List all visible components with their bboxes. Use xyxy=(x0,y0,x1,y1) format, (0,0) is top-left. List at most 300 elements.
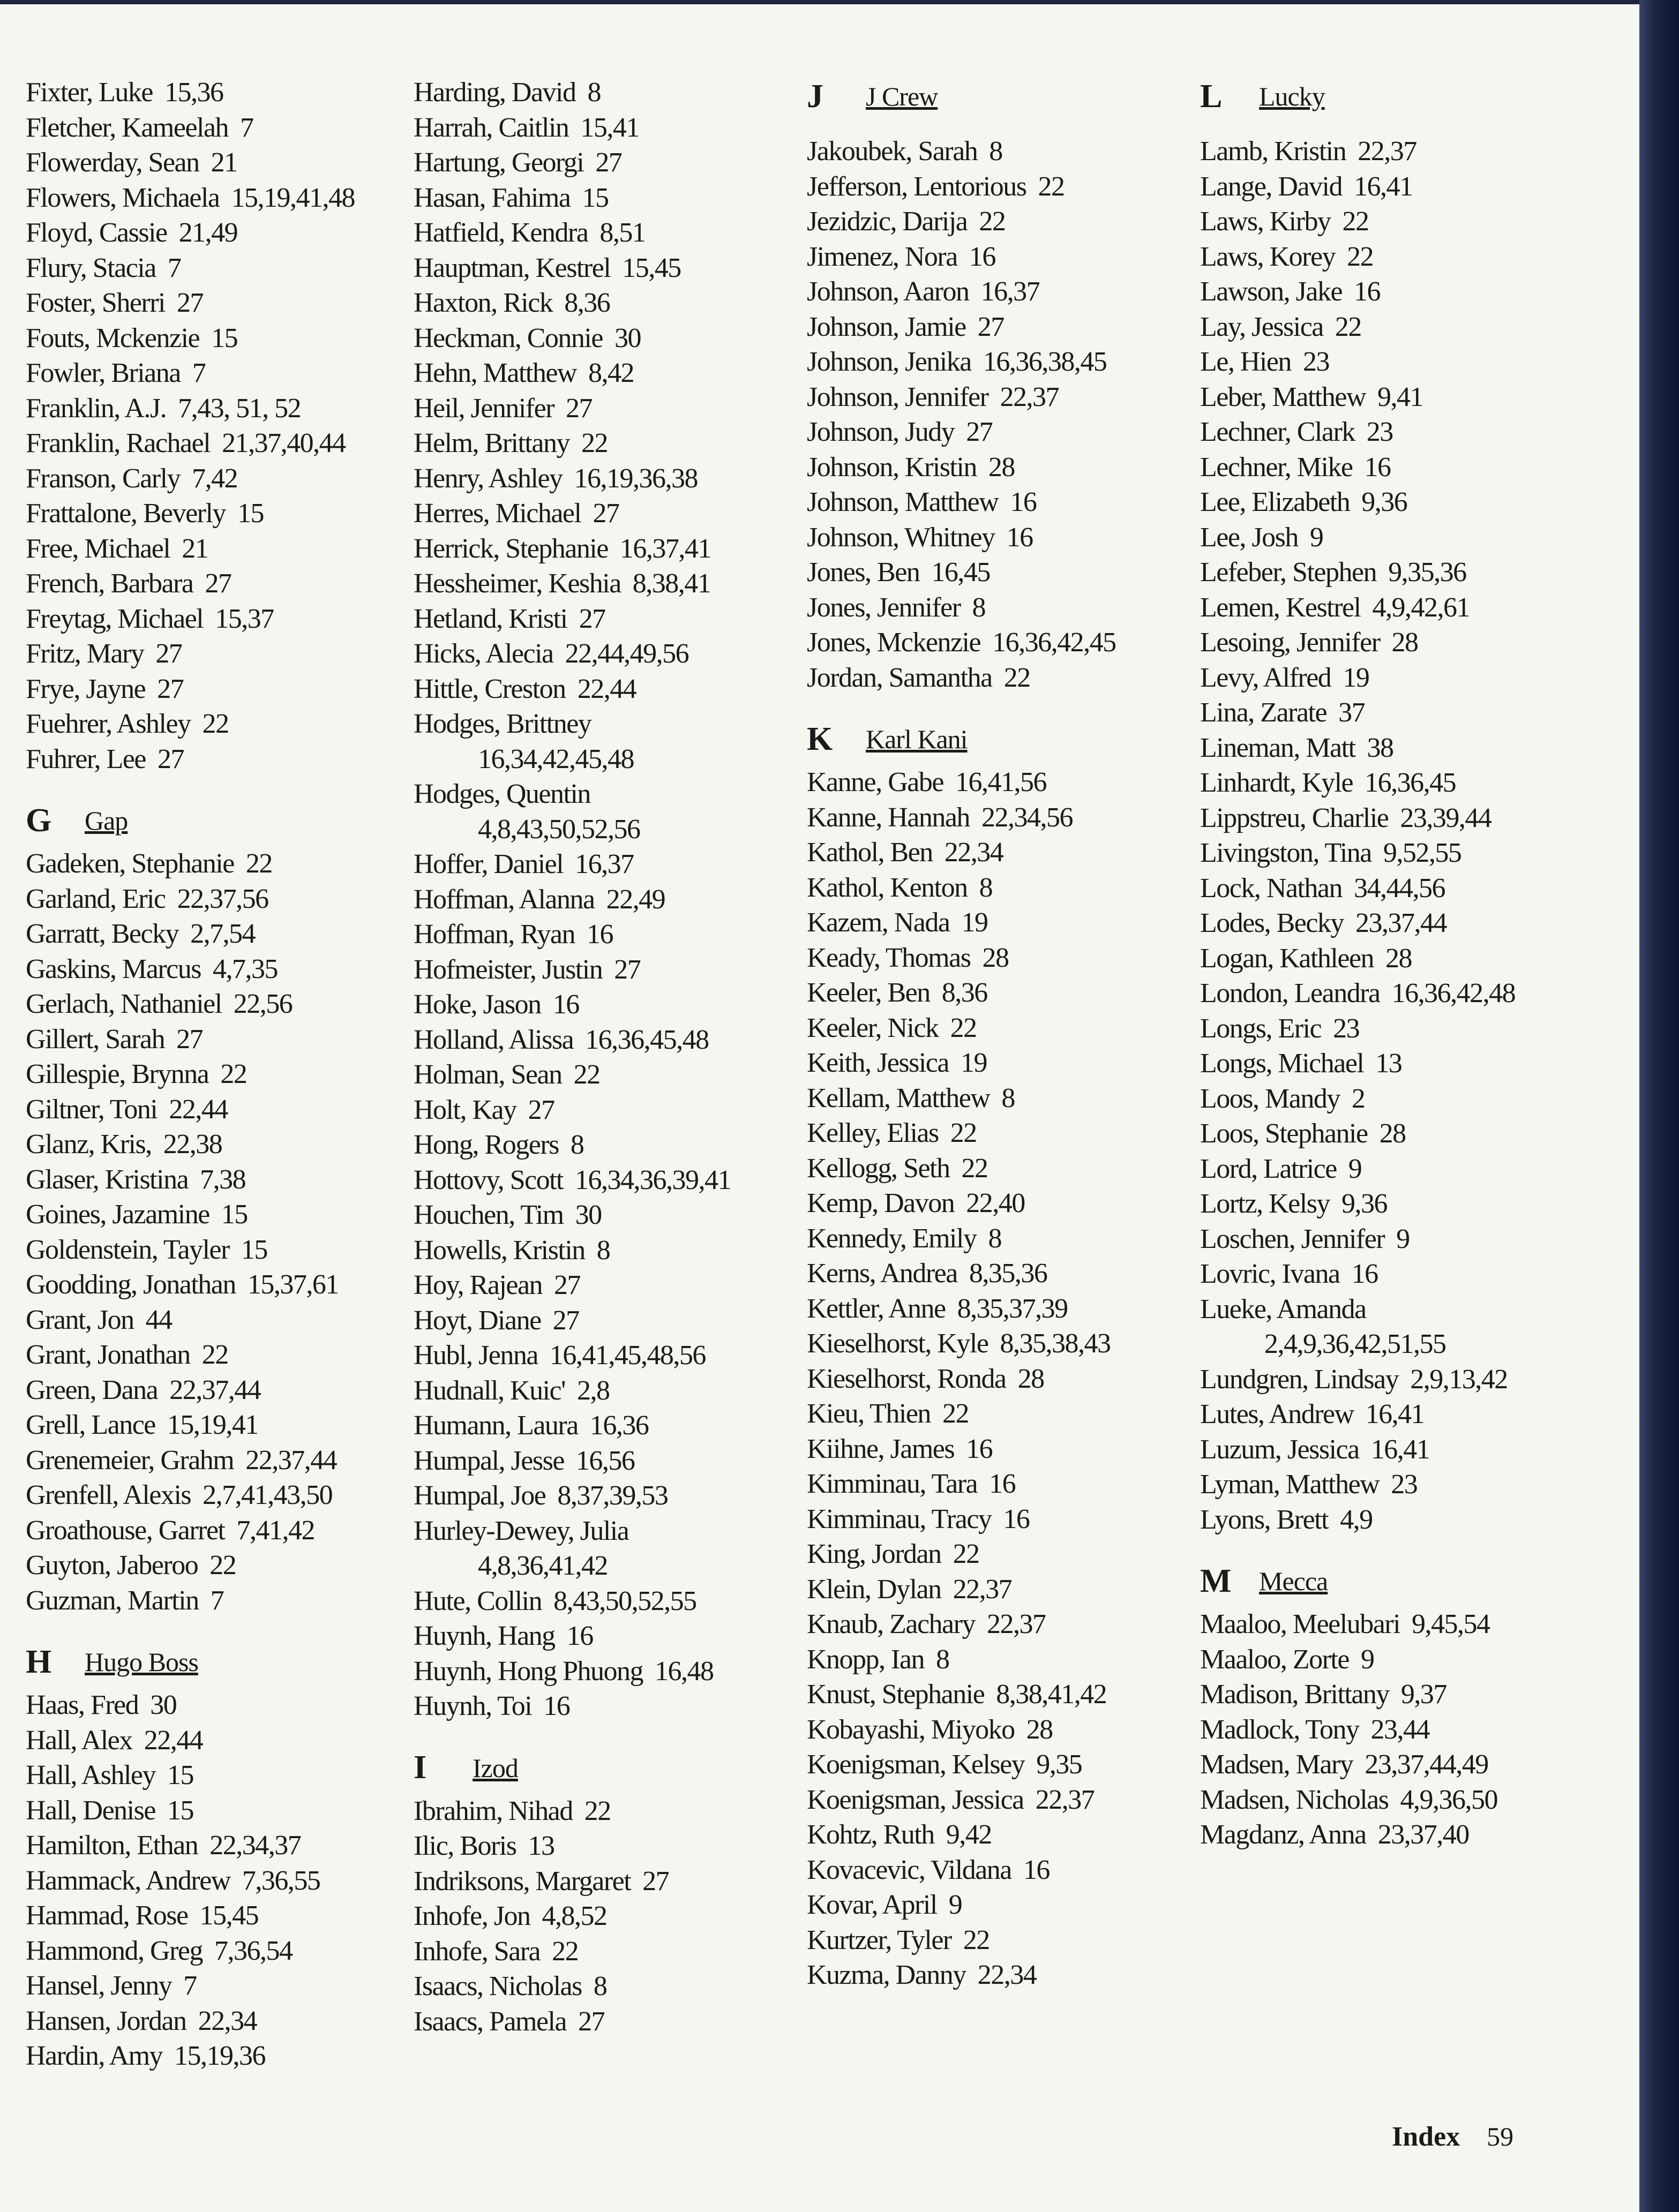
entry-name: Kellogg, Seth xyxy=(807,1153,950,1184)
entry-pages: 27 xyxy=(579,603,605,634)
entry-name: Knust, Stephanie xyxy=(807,1679,985,1710)
entry-pages: 23 xyxy=(1302,347,1329,377)
entry-name: Lovric, Ivana xyxy=(1200,1259,1340,1289)
entry-name: Loschen, Jennifer xyxy=(1200,1223,1385,1254)
entry-name: Humpal, Jesse xyxy=(414,1445,564,1476)
index-entry xyxy=(26,1828,401,1863)
entry-pages: 7 xyxy=(210,1585,224,1616)
index-entry xyxy=(26,952,401,987)
entry-name: Kellam, Matthew xyxy=(807,1082,990,1113)
index-entry xyxy=(1200,1607,1607,1642)
index-entry xyxy=(26,742,401,777)
entry-pages: 7 xyxy=(167,252,181,283)
entry-name: Foster, Sherri xyxy=(26,288,165,318)
entry-name: Franklin, A.J. xyxy=(26,393,167,424)
index-entry xyxy=(26,391,401,426)
entry-name: Lee, Josh xyxy=(1200,522,1298,553)
index-entry xyxy=(414,1022,789,1058)
index-entry xyxy=(807,1045,1182,1081)
entry-pages: 16,48 xyxy=(655,1656,714,1687)
entry-pages: 16,45 xyxy=(931,557,990,588)
entry-pages: 22 xyxy=(963,1924,990,1955)
entry-pages: 22,37,56 xyxy=(177,883,268,914)
entry-pages: 22 xyxy=(1342,206,1369,237)
entry-name: Hall, Denise xyxy=(26,1795,155,1826)
entry-pages: 16,36,38,45 xyxy=(983,347,1107,377)
section-brand: Karl Kani xyxy=(866,724,968,754)
entry-pages: 9,45,54 xyxy=(1412,1609,1490,1639)
entry-name: Hamilton, Ethan xyxy=(26,1830,198,1861)
entry-name: Flowers, Michaela xyxy=(26,182,220,213)
entry-pages: 19 xyxy=(961,907,988,938)
index-entry xyxy=(414,1514,789,1549)
entry-name: Heil, Jennifer xyxy=(414,393,554,424)
entry-pages: 27 xyxy=(566,393,593,424)
entry-name: Humpal, Joe xyxy=(414,1480,546,1511)
entry-name: Inhofe, Sara xyxy=(414,1936,541,1967)
entry-name: Holt, Kay xyxy=(414,1094,516,1125)
index-entry xyxy=(414,215,789,251)
entry-name: Isaacs, Pamela xyxy=(414,2006,567,2037)
entry-name: Lange, David xyxy=(1200,171,1343,202)
index-entry xyxy=(26,251,401,286)
entry-pages: 30 xyxy=(614,322,641,353)
entry-pages: 30 xyxy=(150,1690,177,1720)
entry-pages: 7,41,42 xyxy=(236,1515,315,1546)
entry-name: Hessheimer, Keshia xyxy=(414,568,621,599)
entry-name: Hurley-Dewey, Julia xyxy=(414,1515,629,1546)
entry-pages: 16 xyxy=(543,1691,570,1721)
index-entry xyxy=(807,975,1182,1011)
entry-name: Harding, David xyxy=(414,77,576,108)
index-entry xyxy=(1200,1362,1607,1397)
entry-pages: 22,37,44 xyxy=(245,1444,337,1476)
entry-pages: 16 xyxy=(1003,1503,1030,1534)
index-entry xyxy=(1200,1677,1607,1712)
entry-name: Johnson, Matthew xyxy=(807,487,999,517)
section-heading xyxy=(1200,75,1607,118)
index-entry xyxy=(807,415,1182,450)
entry-pages: 27 xyxy=(595,147,622,178)
entry-name: Jakoubek, Sarah xyxy=(807,136,978,167)
index-entry xyxy=(414,1163,789,1198)
entry-name: Lesoing, Jennifer xyxy=(1200,627,1380,658)
index-entry xyxy=(807,1677,1182,1712)
entry-pages: 22 xyxy=(245,848,272,879)
index-entry xyxy=(1200,1817,1607,1853)
entry-name: Keeler, Nick xyxy=(807,1012,939,1043)
entry-name: Lodes, Becky xyxy=(1200,908,1344,938)
index-entry xyxy=(1200,1152,1607,1187)
index-entry xyxy=(807,905,1182,941)
entry-name: Kazem, Nada xyxy=(807,907,950,938)
entry-pages: 7 xyxy=(240,112,253,143)
entry-name: Le, Hien xyxy=(1200,347,1291,377)
entry-pages: 15 xyxy=(221,1199,248,1230)
entry-name: Henry, Ashley xyxy=(414,463,563,494)
entry-pages: 44 xyxy=(145,1304,172,1335)
index-entry xyxy=(26,1688,401,1723)
index-entry xyxy=(414,1057,789,1093)
entry-pages: 8 xyxy=(935,1644,949,1675)
index-entry xyxy=(807,1326,1182,1361)
entry-name: Kurtzer, Tyler xyxy=(807,1924,951,1955)
entry-name: Grell, Lance xyxy=(26,1410,155,1440)
index-entry xyxy=(1200,731,1607,766)
entry-name: Keady, Thomas xyxy=(807,942,971,973)
index-entry xyxy=(414,1373,789,1409)
entry-pages: 28 xyxy=(982,942,1009,973)
index-entry xyxy=(1200,1081,1607,1117)
entry-name: Levy, Alfred xyxy=(1200,662,1331,693)
entry-pages: 22,37,44 xyxy=(169,1374,261,1405)
entry-pages: 22 xyxy=(950,1118,977,1148)
entry-name: Freytag, Michael xyxy=(26,603,204,634)
section-letter: J xyxy=(807,78,823,115)
entry-name: Madison, Brittany xyxy=(1200,1679,1389,1710)
entry-pages: 8,35,36 xyxy=(969,1258,1047,1289)
entry-pages: 22,56 xyxy=(233,989,293,1019)
entry-pages: 16 xyxy=(1364,452,1391,483)
entry-pages: 15,19,36 xyxy=(174,2041,266,2071)
entry-pages: 8 xyxy=(570,1130,584,1160)
index-entry xyxy=(807,134,1182,169)
index-entry xyxy=(26,566,401,601)
entry-pages-continued: 2,4,9,36,42,51,55 xyxy=(1264,1329,1446,1359)
entry-name: Lock, Nathan xyxy=(1200,872,1343,904)
entry-name: Hoffman, Ryan xyxy=(414,919,575,950)
entry-name: Kanne, Gabe xyxy=(807,767,943,797)
entry-name: Hottovy, Scott xyxy=(414,1164,563,1195)
entry-name: Hoffman, Alanna xyxy=(414,884,595,915)
index-entry xyxy=(26,2038,401,2074)
index-entry xyxy=(26,321,401,356)
entry-name: Lippstreu, Charlie xyxy=(1200,802,1389,833)
index-entry xyxy=(1200,1747,1607,1782)
entry-pages: 16 xyxy=(1354,276,1381,307)
entry-pages: 27 xyxy=(528,1094,554,1125)
entry-name: Lortz, Kelsy xyxy=(1200,1188,1330,1219)
section-brand: Hugo Boss xyxy=(85,1647,198,1677)
entry-pages: 22 xyxy=(581,428,608,458)
index-entry xyxy=(26,987,401,1022)
index-entry xyxy=(26,1057,401,1092)
index-entry xyxy=(26,672,401,707)
entry-pages: 27 xyxy=(977,311,1004,342)
index-entry xyxy=(26,1758,401,1793)
entry-pages: 4,8,52 xyxy=(542,1901,607,1931)
index-entry xyxy=(807,1712,1182,1748)
entry-name: Huynh, Hong Phuong xyxy=(414,1656,643,1687)
entry-pages: 9,37 xyxy=(1400,1679,1446,1710)
entry-name: Hall, Alex xyxy=(26,1725,132,1756)
entry-name: Howells, Kristin xyxy=(414,1235,585,1266)
entry-pages: 22 xyxy=(220,1059,247,1089)
entry-pages: 27 xyxy=(157,743,184,774)
entry-name: Flowerday, Sean xyxy=(26,147,199,178)
index-entry xyxy=(26,1968,401,2004)
entry-pages-continued: 4,8,43,50,52,56 xyxy=(478,814,640,845)
entry-pages: 16,36,45 xyxy=(1365,768,1456,798)
section-letter: M xyxy=(1200,1562,1232,1599)
entry-name: Johnson, Aaron xyxy=(807,276,969,307)
index-entry xyxy=(807,1151,1182,1186)
entry-name: Hofmeister, Justin xyxy=(414,954,603,985)
index-entry xyxy=(807,1782,1182,1818)
index-entry xyxy=(807,1186,1182,1221)
entry-name: Groathouse, Garret xyxy=(26,1515,225,1546)
entry-pages: 27 xyxy=(176,1024,203,1055)
index-entry xyxy=(807,625,1182,660)
entry-pages: 15,19,41 xyxy=(167,1410,258,1440)
entry-pages: 19 xyxy=(1343,662,1369,693)
entry-name: Fletcher, Kameelah xyxy=(26,112,229,143)
entry-name: Hittle, Creston xyxy=(414,673,566,704)
index-entry xyxy=(1200,625,1607,660)
index-entry xyxy=(807,239,1182,275)
entry-pages: 16,36 xyxy=(589,1410,649,1441)
entry-name: Grenemeier, Grahm xyxy=(26,1444,234,1476)
entry-name: Madsen, Nicholas xyxy=(1200,1784,1389,1815)
entry-name: Keith, Jessica xyxy=(807,1048,949,1078)
index-entry xyxy=(26,1127,401,1162)
index-entry xyxy=(1200,485,1607,520)
entry-name: Kieselhorst, Ronda xyxy=(807,1363,1006,1394)
entry-name: Fixter, Luke xyxy=(26,77,153,108)
entry-name: Lemen, Kestrel xyxy=(1200,592,1361,623)
entry-name: Humann, Laura xyxy=(414,1410,578,1441)
entry-pages: 8 xyxy=(587,77,601,108)
index-entry xyxy=(807,1466,1182,1502)
entry-name: Madsen, Mary xyxy=(1200,1749,1353,1780)
index-entry xyxy=(1200,1467,1607,1502)
entry-pages: 27 xyxy=(578,2006,605,2037)
index-entry xyxy=(414,917,789,952)
entry-pages: 22,37 xyxy=(1358,136,1416,167)
entry-pages: 9 xyxy=(1348,1153,1362,1184)
entry-pages: 8,38,41,42 xyxy=(996,1679,1107,1710)
index-entry xyxy=(807,1221,1182,1257)
entry-pages: 9,36 xyxy=(1361,487,1407,517)
entry-name: Inhofe, Jon xyxy=(414,1901,530,1931)
entry-name: Lechner, Mike xyxy=(1200,452,1353,483)
index-entry xyxy=(807,520,1182,555)
entry-name: Johnson, Whitney xyxy=(807,522,995,553)
entry-name: Guzman, Martin xyxy=(26,1585,199,1616)
index-entry xyxy=(807,1607,1182,1642)
entry-pages: 7,43, 51, 52 xyxy=(178,393,301,424)
entry-name: Longs, Michael xyxy=(1200,1048,1364,1079)
index-entry xyxy=(26,1408,401,1443)
index-entry xyxy=(26,1723,401,1758)
entry-pages: 22,34 xyxy=(198,2005,257,2036)
entry-name: Leber, Matthew xyxy=(1200,381,1366,412)
entry-name: Hansen, Jordan xyxy=(26,2005,186,2036)
index-entry xyxy=(807,344,1182,380)
index-entry xyxy=(26,1793,401,1829)
entry-pages: 22 xyxy=(1335,311,1361,342)
index-entry xyxy=(1200,836,1607,871)
entry-name: Lamb, Kristin xyxy=(1200,136,1346,167)
index-entry xyxy=(1200,239,1607,275)
entry-pages: 22,34 xyxy=(977,1960,1037,1990)
index-entry xyxy=(414,2004,789,2040)
index-entry xyxy=(414,952,789,988)
entry-name: Fuehrer, Ashley xyxy=(26,709,191,739)
index-entry xyxy=(414,75,789,110)
entry-pages: 22,34 xyxy=(944,837,1003,868)
index-entry xyxy=(26,1583,401,1619)
index-entry xyxy=(1200,555,1607,590)
index-entry xyxy=(807,1817,1182,1853)
entry-pages: 21 xyxy=(182,533,208,564)
entry-name: Koenigsman, Kelsey xyxy=(807,1749,1025,1780)
index-entry xyxy=(414,672,789,707)
index-entry xyxy=(414,145,789,180)
index-entry xyxy=(807,204,1182,239)
index-entry xyxy=(414,461,789,496)
section-brand: Izod xyxy=(473,1752,518,1783)
entry-name: Hehn, Matthew xyxy=(414,358,576,388)
entry-pages: 15,45 xyxy=(199,1900,259,1931)
footer-label: Index xyxy=(1392,2121,1460,2152)
entry-pages: 8 xyxy=(972,592,986,623)
entry-pages: 9,42 xyxy=(946,1819,992,1850)
entry-name: Frattalone, Beverly xyxy=(26,498,226,529)
entry-pages: 22,38 xyxy=(163,1129,222,1160)
entry-pages: 15 xyxy=(241,1234,267,1265)
entry-name: Johnson, Jennifer xyxy=(807,381,988,412)
entry-name: Knaub, Zachary xyxy=(807,1609,975,1639)
entry-name: Grant, Jonathan xyxy=(26,1340,190,1370)
entry-name: Longs, Eric xyxy=(1200,1013,1322,1044)
index-entry xyxy=(807,1396,1182,1432)
index-entry xyxy=(26,1337,401,1373)
index-entry xyxy=(414,1303,789,1338)
entry-pages: 7 xyxy=(183,1970,197,2001)
entry-name: Laws, Korey xyxy=(1200,241,1336,272)
index-entry xyxy=(414,1478,789,1514)
entry-name: Hauptman, Kestrel xyxy=(414,252,611,283)
entry-pages: 22,44 xyxy=(144,1725,203,1756)
entry-name: Hudnall, Kuic' xyxy=(414,1375,565,1406)
index-entry xyxy=(1200,695,1607,731)
entry-pages: 30 xyxy=(575,1200,602,1230)
index-entry xyxy=(1200,274,1607,310)
entry-pages: 27 xyxy=(155,638,182,669)
entry-name: Jordan, Samantha xyxy=(807,662,992,693)
entry-pages: 16,36,42,45 xyxy=(992,627,1116,658)
entry-name: Hoyt, Diane xyxy=(414,1305,541,1336)
entry-name: Hartung, Georgi xyxy=(414,147,584,178)
index-entry xyxy=(1200,1292,1607,1327)
entry-pages: 16,37,41 xyxy=(619,533,711,564)
entry-pages: 9,52,55 xyxy=(1383,838,1461,868)
entry-name: Jimenez, Nora xyxy=(807,241,957,272)
entry-name: Lay, Jessica xyxy=(1200,311,1323,342)
entry-name: Fritz, Mary xyxy=(26,638,144,669)
entry-name: Johnson, Jamie xyxy=(807,311,966,342)
entry-name: Klein, Dylan xyxy=(807,1574,941,1605)
entry-pages: 16 xyxy=(566,1621,593,1651)
index-entry xyxy=(26,1933,401,1969)
section-heading xyxy=(26,1636,401,1688)
index-entry xyxy=(26,636,401,672)
entry-pages: 16 xyxy=(552,989,579,1020)
entry-pages: 27 xyxy=(966,417,993,447)
index-entry xyxy=(807,274,1182,310)
index-entry xyxy=(807,765,1182,800)
index-entry xyxy=(1200,801,1607,836)
entry-pages: 15 xyxy=(237,498,264,529)
index-entry xyxy=(807,1116,1182,1151)
entry-pages: 16 xyxy=(1023,1854,1050,1885)
entry-pages: 15,37,61 xyxy=(247,1269,339,1300)
entry-name: Hall, Ashley xyxy=(26,1760,155,1790)
entry-pages: 21 xyxy=(211,147,237,178)
entry-pages: 9,41 xyxy=(1377,381,1423,412)
entry-pages: 16 xyxy=(969,241,995,272)
entry-pages: 22 xyxy=(961,1153,988,1184)
index-entry xyxy=(26,531,401,567)
index-entry xyxy=(1200,415,1607,450)
entry-name: Lineman, Matt xyxy=(1200,732,1355,763)
index-entry xyxy=(1200,1186,1607,1222)
index-entry xyxy=(414,882,789,917)
entry-pages: 16 xyxy=(989,1469,1016,1499)
entry-pages: 16,41,45,48,56 xyxy=(549,1340,706,1371)
entry-name: Hetland, Kristi xyxy=(414,603,567,634)
entry-name: Goldenstein, Tayler xyxy=(26,1234,229,1265)
index-entry xyxy=(26,110,401,146)
book-binding xyxy=(1639,0,1679,2212)
index-entry xyxy=(1200,1502,1607,1538)
entry-name: Kobayashi, Miyoko xyxy=(807,1714,1015,1745)
entry-pages: 23,44 xyxy=(1370,1714,1430,1745)
entry-name: Fouts, Mckenzie xyxy=(26,322,200,353)
entry-pages: 28 xyxy=(988,452,1015,483)
index-entry xyxy=(26,426,401,461)
entry-pages: 23,37,44,49 xyxy=(1365,1749,1488,1780)
entry-pages: 16 xyxy=(1006,522,1033,553)
entry-pages: 9 xyxy=(1360,1644,1374,1675)
index-entry xyxy=(26,1863,401,1899)
page-footer xyxy=(1392,2121,1513,2153)
entry-pages: 22,34,37 xyxy=(209,1830,301,1861)
entry-name: Gadeken, Stephanie xyxy=(26,848,234,879)
entry-pages: 8 xyxy=(593,1971,607,2002)
index-entry xyxy=(807,1291,1182,1327)
index-entry xyxy=(1200,906,1607,941)
entry-pages: 28 xyxy=(1391,627,1418,658)
entry-pages: 8,35,37,39 xyxy=(957,1293,1068,1324)
index-entry xyxy=(26,1267,401,1303)
index-entry xyxy=(414,1899,789,1934)
entry-name: Free, Michael xyxy=(26,533,170,564)
entry-name: Maaloo, Zorte xyxy=(1200,1644,1349,1675)
entry-pages: 16,19,36,38 xyxy=(574,463,698,494)
index-entry xyxy=(807,1537,1182,1572)
index-entry xyxy=(414,321,789,356)
index-entry xyxy=(26,1373,401,1408)
index-entry xyxy=(414,1829,789,1864)
entry-name: Johnson, Kristin xyxy=(807,452,977,483)
entry-pages: 15 xyxy=(167,1760,193,1790)
entry-pages: 22,44 xyxy=(577,673,636,704)
entry-name: Glaser, Kristina xyxy=(26,1164,189,1195)
entry-pages: 22 xyxy=(201,1340,228,1370)
index-entry xyxy=(26,1232,401,1268)
